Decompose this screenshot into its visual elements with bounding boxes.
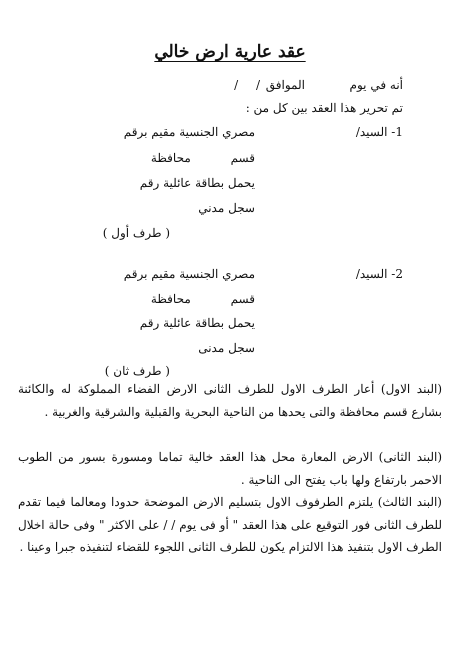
clause-1: (البند الاول) أعار الطرف الاول للطرف الثانى الارض الفضاء المملوكة له والكائنة بشارع قسم محافظة والتى يحدها من الناحية البحرية والقبلية والشرقية والغربية . [18, 382, 442, 419]
party1-civil-registry: سجل مدني [198, 201, 255, 215]
date-slashes: / / [234, 78, 260, 92]
party1-id-card: يحمل بطاقة عائلية رقم [139, 176, 255, 190]
party2-district: قسم محافظة [150, 292, 255, 306]
party1-number: 1- السيد/ [355, 125, 403, 139]
party2-nationality: مصري الجنسية مقيم برقم [123, 267, 255, 281]
party2-role: ( طرف ثان ) [104, 364, 170, 378]
clause-2: (البند الثانى) الارض المعارة محل هذا العقد خالية تماما ومسورة بسور من الطوب الاحمر بارتفاع ولها باب يفتح الى الناحية . [18, 450, 442, 487]
clause-3: (البند الثالث) يلتزم الطرفوف الاول بتسليم الارض الموضحة حدودا ومعالما فيما تقدم للطرف الثانى فور التوقيع على هذا العقد " أو فى يوم / / على الاكثر " وفى حالة اخلال الطرف الاول بتنفيذ هذا الالتزام يكون للطرف الثانى اللجوء للقضاء لتنفيذه جبرا وعينا . [18, 495, 442, 554]
party1-role: ( طرف أول ) [102, 226, 170, 240]
party2-id-card: يحمل بطاقة عائلية رقم [139, 316, 255, 330]
date-label: أنه في يوم [349, 78, 403, 92]
party1-district: قسم محافظة [150, 151, 255, 165]
party2-number: 2- السيد/ [355, 267, 403, 281]
intro-line: تم تحرير هذا العقد بين كل من : [245, 101, 403, 115]
contract-title: عقد عارية ارض خالي [154, 42, 306, 62]
date-corresponding: الموافق [265, 78, 305, 92]
party1-nationality: مصري الجنسية مقيم برقم [123, 125, 255, 139]
party2-civil-registry: سجل مدنى [198, 341, 255, 355]
